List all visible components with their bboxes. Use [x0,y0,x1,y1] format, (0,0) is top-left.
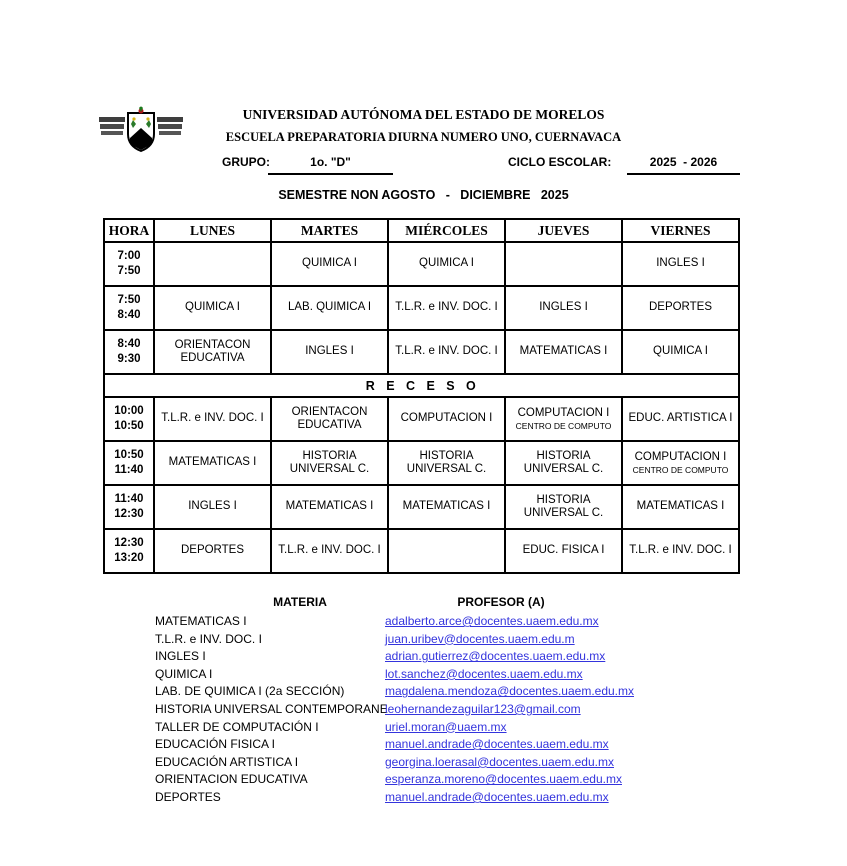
receso-row [104,374,739,397]
schedule-cell: EDUC. FISICA I [505,529,622,573]
materia-label: DEPORTES [155,789,221,804]
university-title: UNIVERSIDAD AUTÓNOMA DEL ESTADO DE MORELOS [242,107,605,122]
professor-email-link[interactable]: georgina.loerasal@docentes.uaem.edu.mx [385,754,614,769]
ciclo-escolar-value: 2025 - 2026 [627,155,740,175]
professor-email-link[interactable]: leohernandezaguilar123@gmail.com [385,701,581,716]
professor-email-link[interactable]: manuel.andrade@docentes.uaem.edu.mx [385,737,609,752]
day-column-header: LUNES [154,219,271,242]
grupo-label: GRUPO: [222,155,270,169]
schedule-cell: MATEMATICAS I [154,441,271,485]
professor-email-link[interactable]: esperanza.moreno@docentes.uaem.edu.mx [385,772,622,787]
schedule-cell: QUIMICA I [622,330,739,374]
staff-row [155,720,695,738]
staff-section [155,595,695,808]
schedule-row [104,485,739,529]
day-column-header: MIÉRCOLES [388,219,505,242]
school-subtitle: ESCUELA PREPARATORIA DIURNA NUMERO UNO, CUERNAVACA [225,130,622,144]
staff-row [155,702,695,720]
staff-row [155,667,695,685]
staff-row [155,649,695,667]
schedule-cell: LAB. QUIMICA I [271,286,388,330]
materia-label: ORIENTACION EDUCATIVA [155,772,308,787]
schedule-cell: DEPORTES [154,529,271,573]
time-cell: 11:40 12:30 [104,485,154,529]
professor-email-link[interactable]: uriel.moran@uaem.mx [385,719,507,734]
time-cell: 12:30 13:20 [104,529,154,573]
materia-label: INGLES I [155,649,206,664]
materia-label: QUIMICA I [155,666,213,681]
semester-title: SEMESTRE NON AGOSTO - DICIEMBRE 2025 [278,188,569,202]
schedule-cell [505,242,622,286]
staff-row [155,772,695,790]
professor-email-link[interactable]: lot.sanchez@docentes.uaem.edu.mx [385,666,583,681]
schedule-cell: MATEMATICAS I [388,485,505,529]
schedule-cell: T.L.R. e INV. DOC. I [388,286,505,330]
materia-label: LAB. DE QUIMICA I (2a SECCIÓN) [155,684,345,699]
group-cycle-row [103,155,740,177]
materia-label: MATEMATICAS I [155,614,247,628]
ciclo-escolar-label: CICLO ESCOLAR: [508,155,612,169]
professor-email-link[interactable]: manuel.andrade@docentes.uaem.edu.mx [385,789,609,804]
time-cell: 10:50 11:40 [104,441,154,485]
schedule-cell: INGLES I [271,330,388,374]
schedule-cell: INGLES I [622,242,739,286]
time-cell: 8:40 9:30 [104,330,154,374]
materia-label: EDUCACIÓN FISICA I [155,737,276,752]
schedule-cell: T.L.R. e INV. DOC. I [622,529,739,573]
schedule-cell: HISTORIA UNIVERSAL C. [505,441,622,485]
schedule-row [104,397,739,441]
day-column-header: MARTES [271,219,388,242]
schedule-cell: HISTORIA UNIVERSAL C. [505,485,622,529]
schedule-cell: QUIMICA I [388,242,505,286]
schedule-cell: MATEMATICAS I [505,330,622,374]
materia-label: EDUCACIÓN ARTISTICA I [155,754,299,769]
professor-email-link[interactable]: adrian.gutierrez@docentes.uaem.edu.mx [385,649,606,664]
schedule-row [104,242,739,286]
staff-row [155,790,695,808]
schedule-cell: EDUC. ARTISTICA I [622,397,739,441]
schedule-cell [154,242,271,286]
materia-label: T.L.R. e INV. DOC. I [155,631,262,646]
receso-cell: R E C E S O [104,374,739,397]
staff-row [155,632,695,650]
schedule-cell: QUIMICA I [154,286,271,330]
professor-email-link[interactable]: juan.uribev@docentes.uaem.edu.m [385,631,575,646]
schedule-row [104,529,739,573]
schedule-cell: ORIENTACON EDUCATIVA [271,397,388,441]
schedule-cell: COMPUTACION I CENTRO DE COMPUTO [622,441,739,485]
hora-column-header: HORA [104,219,154,242]
schedule-cell: HISTORIA UNIVERSAL C. [271,441,388,485]
schedule-cell: INGLES I [505,286,622,330]
materia-label: HISTORIA UNIVERSAL CONTEMPORANE [155,701,388,716]
schedule-cell: DEPORTES [622,286,739,330]
schedule-cell [388,529,505,573]
professor-email-link[interactable]: magdalena.mendoza@docentes.uaem.edu.mx [385,684,634,699]
schedule-cell: HISTORIA UNIVERSAL C. [388,441,505,485]
schedule-cell: MATEMATICAS I [622,485,739,529]
time-cell: 10:00 10:50 [104,397,154,441]
schedule-cell: INGLES I [154,485,271,529]
profesor-column-header: PROFESOR (A) [457,595,545,609]
time-cell: 7:00 7:50 [104,242,154,286]
time-cell: 7:50 8:40 [104,286,154,330]
staff-row [155,614,695,632]
schedule-cell: T.L.R. e INV. DOC. I [388,330,505,374]
materia-column-header: MATERIA [273,595,327,609]
staff-row [155,737,695,755]
schedule-cell: QUIMICA I [271,242,388,286]
staff-rows [155,614,695,808]
schedule-table [103,218,740,574]
grupo-value: 1o. "D" [268,155,393,175]
day-column-header: JUEVES [505,219,622,242]
schedule-cell: MATEMATICAS I [271,485,388,529]
staff-row [155,755,695,773]
schedule-row [104,441,739,485]
staff-row [155,684,695,702]
schedule-header-row [104,219,739,242]
schedule-cell: T.L.R. e INV. DOC. I [154,397,271,441]
schedule-cell: COMPUTACION I CENTRO DE COMPUTO [505,397,622,441]
materia-label: TALLER DE COMPUTACIÓN I [155,719,319,734]
schedule-row [104,286,739,330]
professor-email-link[interactable]: adalberto.arce@docentes.uaem.edu.mx [385,614,599,628]
schedule-cell: T.L.R. e INV. DOC. I [271,529,388,573]
staff-headers [155,595,695,614]
schedule-cell: ORIENTACON EDUCATIVA [154,330,271,374]
day-column-header: VIERNES [622,219,739,242]
schedule-cell: COMPUTACION I [388,397,505,441]
schedule-row [104,330,739,374]
